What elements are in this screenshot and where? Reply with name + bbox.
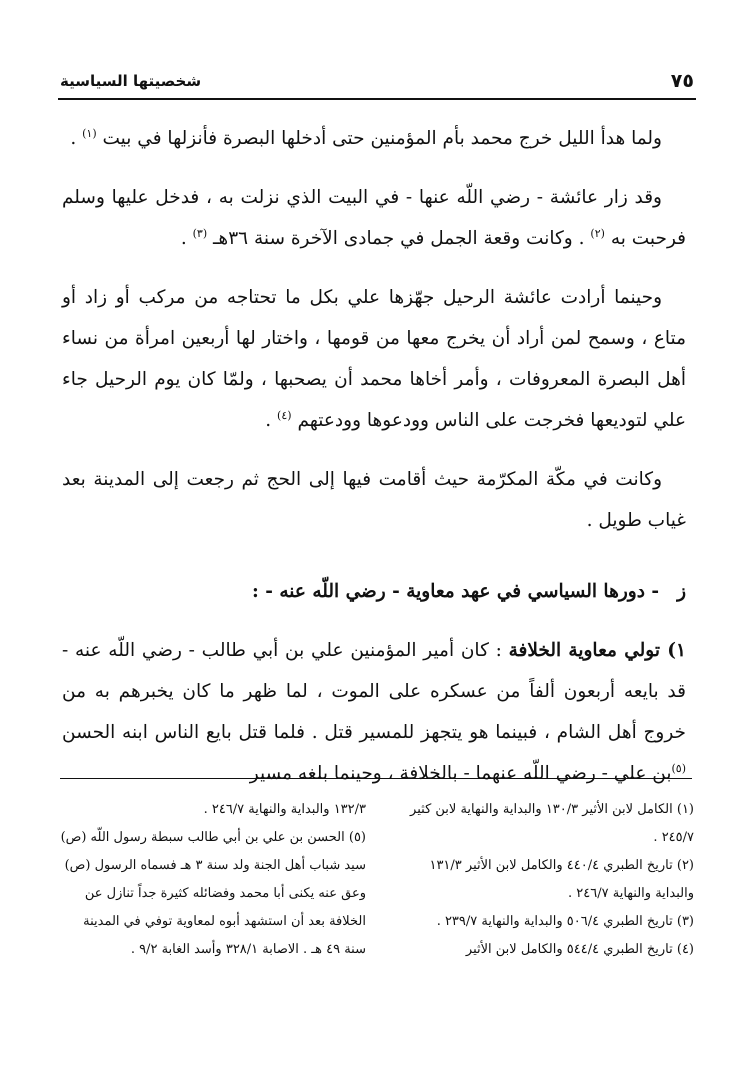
paragraph-4: وكانت في مكّة المكرّمة حيث أقامت فيها إلى الحج ثم رجعت إلى المدينة بعد غياب طويل . — [62, 469, 686, 531]
footnote-ref-2[interactable]: (٢) — [590, 226, 605, 240]
paragraph-3: وحينما أرادت عائشة الرحيل جهّزها علي بكل ما تحتاجه من مركب أو زاد أو متاع ، وسمح لمن أراد أن يخرج معها من قومها ، واختار لها أربعين امرأة من نساء أهل البصرة المعروفات ، وأمر أخاها محمد أن يصحبها ، ولمّا كان يوم الرحيل جاء علي لتوديعها فخرجت على الناس وودعوها وودعتهم $^{(٤)}$ . — [62, 287, 686, 431]
footnotes-right-column — [388, 796, 694, 964]
footnote-4-continued: ١٣٢/٣ والبداية والنهاية ٢٤٦/٧ . — [203, 802, 366, 817]
footnote-5: (٥) الحسن بن علي بن أبي طالب سبطة رسول اللّه (ص) سيد شباب أهل الجنة ولد سنة ٣ هـ فسماه الرسول (ص) وعق عنه يكنى أبا محمد وفضائله كثيرة جداً تنازل عن الخلافة بعد أن استشهد أبوه لمعاوية توفي في المدينة سنة ٤٩ هـ . الاصابة ٣٢٨/١ وأسد الغابة ٩/٢ . — [60, 830, 366, 957]
footnote-ref-4[interactable]: (٤) — [277, 408, 292, 422]
footnote-2: (٢) تاريخ الطبري ٤٤٠/٤ والكامل لابن الأثير ١٣١/٣ والبداية والنهاية ٢٤٦/٧ . — [429, 858, 694, 901]
footnotes-left-column — [60, 796, 366, 964]
section-letter: ز — [677, 581, 686, 602]
body-text — [62, 118, 686, 794]
paragraph-1: ولما هدأ الليل خرج محمد بأم المؤمنين حتى أدخلها البصرة فأنزلها في بيت $^{(١)}$ . — [70, 126, 662, 149]
footnote-4: (٤) تاريخ الطبري ٥٤٤/٤ والكامل لابن الأثير — [465, 942, 694, 957]
footnote-ref-5[interactable]: (٥) — [671, 761, 686, 775]
footnote-1: (١) الكامل لابن الأثير ١٣٠/٣ والبداية والنهاية لابن كثير ٢٤٥/٧ . — [410, 802, 694, 845]
footnote-ref-3[interactable]: (٣) — [192, 226, 208, 240]
footnotes — [60, 796, 694, 964]
paragraph-5: ١) تولي معاوية الخلافة : كان أمير المؤمنين علي بن أبي طالب - رضي اللّه عنه - قد بايعه أربعون ألفاً من عسكره على الموت ، لما ظهر ما كان يخبرهم به من خروج أهل الشام ، فبينما هو يتجهز للمسير قتل . فلما قتل بايع الناس ابنه الحسن $^{(٥)}$بن علي - رضي اللّه عنهما - بالخلافة ، وحينما بلغه مسير — [62, 640, 686, 784]
footnote-ref-1[interactable]: (١) — [82, 126, 97, 140]
running-title: شخصيتها السياسية — [60, 72, 202, 90]
footnote-3: (٣) تاريخ الطبري ٥٠٦/٤ والبداية والنهاية ٢٣٩/٧ . — [436, 914, 694, 929]
section-title: - دورها السياسي في عهد معاوية - رضي اللّه عنه - : — [251, 581, 660, 602]
page-header — [60, 66, 694, 96]
section-heading — [62, 571, 686, 612]
page-number: ٧٥ — [670, 70, 694, 92]
paragraph-2: وقد زار عائشة - رضي اللّه عنها - في البيت الذي نزلت به ، فدخل عليها وسلم فرحبت به $^{(٢)}$ . وكانت وقعة الجمل في جمادى الآخرة سنة ٣٦هـ $^{(٣)}$ . — [62, 187, 686, 249]
footnote-rule — [60, 778, 692, 779]
subsection-heading: ١) تولي معاوية الخلافة — [508, 640, 686, 661]
header-rule — [58, 98, 696, 100]
